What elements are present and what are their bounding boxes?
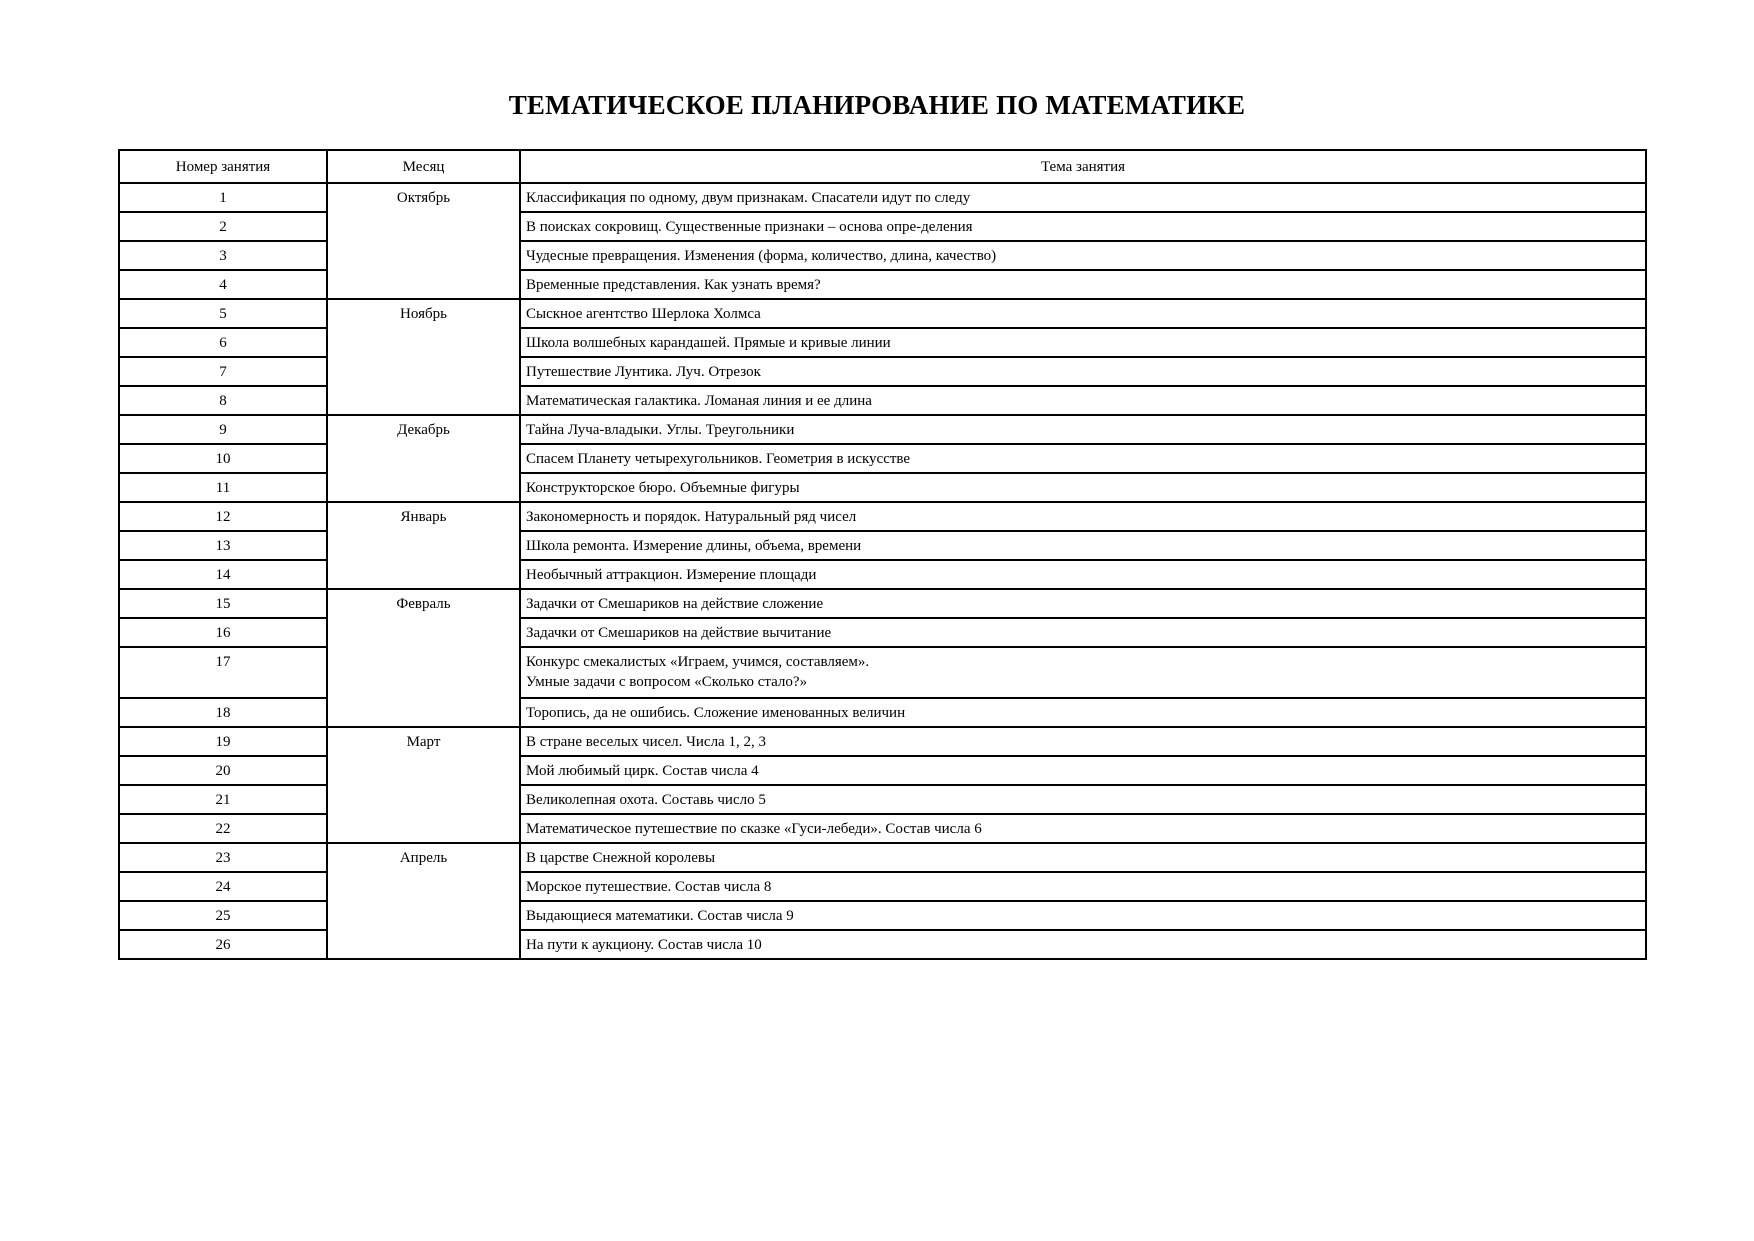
lesson-topic: Школа ремонта. Измерение длины, объема, времени [520, 531, 1646, 560]
lesson-number: 2 [119, 212, 327, 241]
lesson-number: 4 [119, 270, 327, 299]
table-row [119, 183, 1646, 212]
lesson-topic: Закономерность и порядок. Натуральный ряд чисел [520, 502, 1646, 531]
lesson-number: 23 [119, 843, 327, 872]
lesson-number: 14 [119, 560, 327, 589]
month-april: Апрель [327, 843, 520, 959]
lesson-number: 19 [119, 727, 327, 756]
lesson-number: 7 [119, 357, 327, 386]
lesson-number: 6 [119, 328, 327, 357]
lesson-number: 20 [119, 756, 327, 785]
lesson-topic: Необычный аттракцион. Измерение площади [520, 560, 1646, 589]
lesson-topic: Классификация по одному, двум признакам. Спасатели идут по следу [520, 183, 1646, 212]
lesson-topic: Временные представления. Как узнать время? [520, 270, 1646, 299]
planning-table [118, 149, 1647, 960]
lesson-topic: Математическое путешествие по сказке «Гуси-лебеди». Состав числа 6 [520, 814, 1646, 843]
lesson-topic: В стране веселых чисел. Числа 1, 2, 3 [520, 727, 1646, 756]
lesson-number: 17 [119, 647, 327, 698]
page-title: ТЕМАТИЧЕСКОЕ ПЛАНИРОВАНИЕ ПО МАТЕМАТИКЕ [508, 90, 1246, 120]
lesson-number: 26 [119, 930, 327, 959]
lesson-topic: Морское путешествие. Состав числа 8 [520, 872, 1646, 901]
header-number: Номер занятия [119, 150, 327, 183]
lesson-topic: Мой любимый цирк. Состав числа 4 [520, 756, 1646, 785]
lesson-topic-line-2: Умные задачи с вопросом «Сколько стало?» [526, 674, 808, 690]
lesson-topic: Математическая галактика. Ломаная линия и ее длина [520, 386, 1646, 415]
lesson-topic: Великолепная охота. Составь число 5 [520, 785, 1646, 814]
header-month: Месяц [327, 150, 520, 183]
lesson-topic: Торопись, да не ошибись. Сложение именованных величин [520, 698, 1646, 727]
lesson-topic: Школа волшебных карандашей. Прямые и кривые линии [520, 328, 1646, 357]
lesson-number: 24 [119, 872, 327, 901]
month-march: Март [327, 727, 520, 843]
lesson-number: 13 [119, 531, 327, 560]
lesson-topic: Задачки от Смешариков на действие сложение [520, 589, 1646, 618]
month-october: Октябрь [327, 183, 520, 299]
lesson-topic: Выдающиеся математики. Состав числа 9 [520, 901, 1646, 930]
month-november: Ноябрь [327, 299, 520, 415]
lesson-number: 25 [119, 901, 327, 930]
lesson-number: 18 [119, 698, 327, 727]
table-row [119, 502, 1646, 531]
lesson-number: 12 [119, 502, 327, 531]
lesson-topic [520, 647, 1646, 698]
table-row [119, 589, 1646, 618]
lesson-number: 9 [119, 415, 327, 444]
lesson-topic-line-1: Конкурс смекалистых «Играем, учимся, составляем». [526, 654, 870, 670]
lesson-number: 11 [119, 473, 327, 502]
lesson-number: 3 [119, 241, 327, 270]
header-topic: Тема занятия [520, 150, 1646, 183]
lesson-topic: В поисках сокровищ. Существенные признаки – основа опре-деления [520, 212, 1646, 241]
table-row [119, 415, 1646, 444]
month-february: Февраль [327, 589, 520, 727]
month-december: Декабрь [327, 415, 520, 502]
lesson-topic: Чудесные превращения. Изменения (форма, количество, длина, качество) [520, 241, 1646, 270]
lesson-number: 1 [119, 183, 327, 212]
lesson-number: 15 [119, 589, 327, 618]
lesson-topic: Сыскное агентство Шерлока Холмса [520, 299, 1646, 328]
lesson-topic: В царстве Снежной королевы [520, 843, 1646, 872]
lesson-topic: Тайна Луча-владыки. Углы. Треугольники [520, 415, 1646, 444]
lesson-topic: Задачки от Смешариков на действие вычитание [520, 618, 1646, 647]
lesson-topic: Конструкторское бюро. Объемные фигуры [520, 473, 1646, 502]
lesson-number: 5 [119, 299, 327, 328]
table-row [119, 843, 1646, 872]
lesson-number: 22 [119, 814, 327, 843]
lesson-number: 10 [119, 444, 327, 473]
lesson-number: 21 [119, 785, 327, 814]
month-january: Январь [327, 502, 520, 589]
table-header-row [119, 150, 1646, 183]
lesson-topic: Спасем Планету четырехугольников. Геометрия в искусстве [520, 444, 1646, 473]
lesson-number: 16 [119, 618, 327, 647]
lesson-topic: Путешествие Лунтика. Луч. Отрезок [520, 357, 1646, 386]
table-row [119, 727, 1646, 756]
lesson-number: 8 [119, 386, 327, 415]
table-row [119, 299, 1646, 328]
lesson-topic: На пути к аукциону. Состав числа 10 [520, 930, 1646, 959]
